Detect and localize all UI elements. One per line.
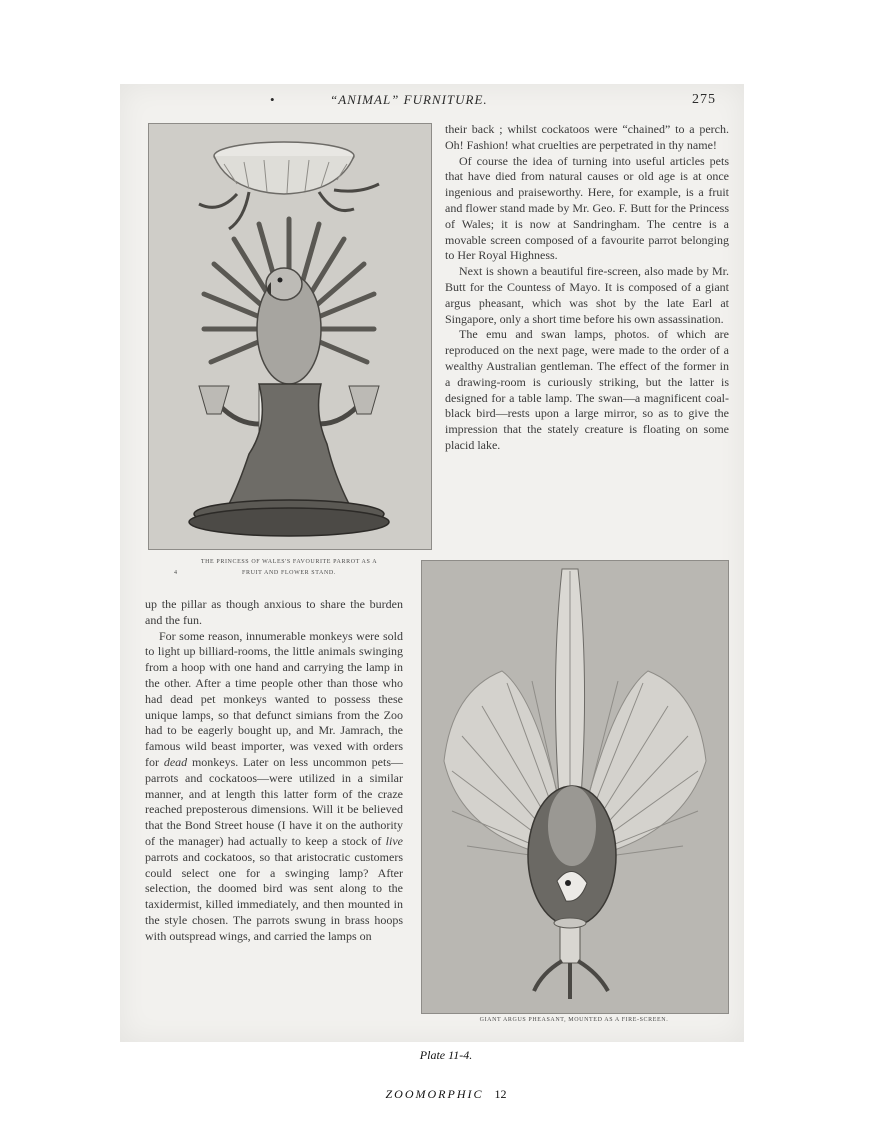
left-text-column	[145, 597, 403, 945]
parrot-stand-photo	[148, 123, 432, 550]
emphasis: live	[385, 833, 403, 848]
paragraph: Next is shown a beautiful fire-screen, also made by Mr. Butt for the Countess of Mayo. It is composed of a giant argus pheasant, which was shot by the late Earl at Singapore, only a short time before his own assassination.	[445, 264, 729, 326]
footer-page-number: 12	[494, 1087, 507, 1101]
header-bullet: •	[270, 92, 276, 107]
caption-mark: 4	[174, 570, 178, 576]
pheasant-screen-photo	[421, 560, 729, 1014]
paragraph: The emu and swan lamps, photos. of which are reproduced on the next page, were made to the order of a wealthy Australian gentleman. The effect of the former in a drawing-room is curiously striking, but the latter is designed for a table lamp. The swan—a magnificent coal-black bird—rests upon a large mirror, so as to give the impression that the stately creature is floating on some placid lake.	[445, 327, 729, 452]
running-head	[270, 92, 730, 112]
paragraph: Of course the idea of turning into useful articles pets that have died from natural causes or old age is at once ingenious and praiseworthy. Here, for example, is a fruit and flower stand made by Mr. Geo. F. Butt for the Princess of Wales; it is now at Sandringham. The centre is a movable screen composed of a favourite parrot belonging to Her Royal Highness.	[445, 153, 729, 263]
pheasant-screen-caption: GIANT ARGUS PHEASANT, MOUNTED AS A FIRE-SCREEN.	[479, 1017, 669, 1023]
pheasant-screen-illustration	[422, 561, 728, 1013]
page-footer	[0, 1087, 892, 1102]
caption-line-2-text: FRUIT AND FLOWER STAND.	[242, 570, 336, 576]
text-run: For some reason, innumerable monkeys were sold to light up billiard-rooms, the little animals swinging from a hoop with one hand and carrying the lamp in the other. After a time people other than those who had dead pet monkeys wanted to possess these unique lamps, so that defunct simians from the Zoo had to be eagerly bought up, and Mr. Jamrach, the famous wild beast importer, was vexed with orders for	[145, 628, 403, 769]
parrot-stand-illustration	[149, 124, 431, 549]
caption-line-2	[148, 568, 430, 579]
emphasis: dead	[163, 754, 188, 769]
paragraph: their back ; whilst cockatoos were “chained” to a perch. Oh! Fashion! what cruelties are perpetrated in thy name!	[445, 122, 729, 152]
caption-line-1: THE PRINCESS OF WALES'S FAVOURITE PARROT AS A	[200, 559, 378, 565]
paragraph: up the pillar as though anxious to share the burden and the fun.	[145, 597, 403, 627]
paragraph	[145, 629, 403, 945]
footer-label: ZOOMORPHIC	[385, 1087, 484, 1101]
text-run: parrots and cockatoos, so that aristocratic customers could select one for a swinging lamp? After selection, the doomed bird was sent along to the taxidermist, killed immediately, and then mounted in the style chosen. The parrots swung in brass hoops with outspread wings, and carried the lamps on	[145, 849, 403, 943]
parrot-stand-caption	[148, 557, 430, 579]
page-title: “ANIMAL” FURNITURE.	[330, 92, 488, 107]
original-page-number: 275	[692, 92, 716, 107]
text-run: monkeys. Later on less uncommon pets—parrots and cockatoos—were utilized in a similar manner, and at length this latter form of the craze reached preposterous dimensions. Will it be believed that the Bond Street house (I have it on the authority of the manager) had actually to keep a stock of	[145, 754, 403, 848]
plate-label: Plate 11-4.	[419, 1048, 473, 1062]
right-text-column	[445, 122, 729, 454]
